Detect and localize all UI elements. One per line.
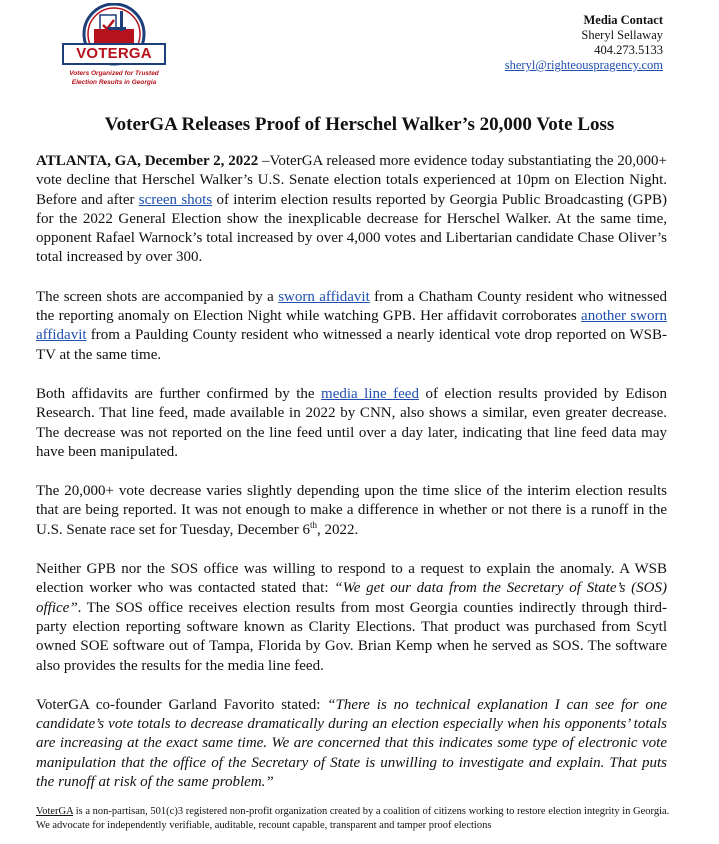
media-contact	[505, 13, 663, 73]
press-release-body	[36, 152, 667, 812]
favorito-quote: “There is no technical explanation I can see for one candidate’s vote totals to decrease dramatically during an election especially when his opponents’ totals are increasing at the exact same time. We are concerned that this indicates some type of electronic vote manipulation that the office of the Secretary of State is unwilling to investigate and explain. That puts the runoff at risk of the same problem.”	[36, 696, 667, 791]
paragraph-5	[36, 560, 667, 676]
wsb-worker-quote: “We get our data from the Secretary of State’s (SOS) office”	[36, 580, 668, 616]
p6-text-a: VoterGA co-founder Garland Favorito stated:	[36, 696, 328, 713]
paragraph-2	[36, 288, 667, 365]
footer-org-name: VoterGA	[36, 806, 74, 817]
p1-text-a: –VoterGA released more evidence today substantiating the 20,000+ vote decline that Herschel Walker’s U.S. Senate election totals experienced at 10pm on Election Night. Before and after	[36, 153, 667, 208]
p4-text-b: , 2022.	[316, 521, 359, 538]
p4-text-a: The 20,000+ vote decrease varies slightly depending upon the time slice of the interim election results that are being reported. It was not enough to make a difference in whether or not there is a runoff in the U.S. Senate race set for Tuesday, December 6	[36, 483, 667, 538]
paragraph-4	[36, 482, 667, 540]
another-sworn-affidavit-link[interactable]: another sworn affidavit	[36, 308, 667, 344]
contact-phone: 404.273.5133	[594, 43, 663, 57]
p2-text-b: from a Chatham County resident who witnessed the reporting anomaly on Election Night while watching GPB. Her affidavit corroborates	[36, 288, 667, 325]
footer-boilerplate	[36, 805, 676, 832]
p5-text-a: Neither GPB nor the SOS office was willing to respond to a request to explain the anomaly. A WSB election worker who was contacted stated that:	[36, 561, 667, 597]
voterga-logo	[56, 3, 172, 95]
p3-text-b: of election results provided by Edison Research. That line feed, made available in 2022 by CNN, also shows a similar, even greater decrease. The decrease was not reported on the line feed until over a day later, indicating that line feed data may have been manipulated.	[36, 385, 667, 460]
contact-email-link[interactable]: sheryl@righteouspragency.com	[504, 58, 663, 72]
paragraph-6	[36, 696, 667, 792]
paragraph-3	[36, 385, 667, 462]
paragraph-1	[36, 152, 667, 268]
p1-text-b: of interim election results reported by Georgia Public Broadcasting (GPB) for the 2022 General Election show the inexplicable decrease for Herschel Walker. At the same time, opponent Rafael Warnock’s total increased by over 4,000 votes and Libertarian candidate Chase Oliver’s total increased by over 300.	[36, 191, 667, 266]
p5-text-b: . The SOS office receives election results from most Georgia counties indirectly through third-party election reporting software known as Clarity Elections. That product was purchased from Scytl owned SOE software out of Tampa, Florida by Gov. Brian Kemp when he served as SOS. The software also provides the results for the media line feed.	[36, 599, 667, 674]
p3-text-a: Both affidavits are further confirmed by the	[36, 385, 322, 402]
screen-shots-link[interactable]: screen shots	[138, 191, 213, 208]
p4-superscript: th	[309, 519, 317, 530]
logo-tagline	[56, 69, 172, 87]
p2-text-a: The screen shots are accompanied by a	[36, 288, 279, 305]
media-line-feed-link[interactable]: media line feed	[321, 385, 419, 402]
press-release-title: VoterGA Releases Proof of Herschel Walker’s 20,000 Vote Loss	[104, 114, 615, 135]
contact-name: Sheryl Sellaway	[581, 28, 663, 42]
footer-text: is a non-partisan, 501(c)3 registered non-profit organization created by a coalition of citizens working to restore election integrity in Georgia. We advocate for independently verifiable, auditable, recount capable, transparent and tamper proof elections	[36, 806, 670, 831]
p2-text-c: from a Paulding County resident who witnessed a nearly identical vote drop reported on WSB-TV at the same time.	[36, 327, 667, 363]
tagline-line-1: Voters Organized for Trusted	[69, 70, 159, 77]
sworn-affidavit-link[interactable]: sworn affidavit	[278, 288, 370, 305]
dateline: ATLANTA, GA, December 2, 2022	[36, 153, 259, 169]
logo-wordmark: VOTERGA	[62, 43, 166, 65]
media-contact-heading: Media Contact	[583, 13, 663, 27]
tagline-line-2: Election Results in Georgia	[71, 79, 157, 86]
